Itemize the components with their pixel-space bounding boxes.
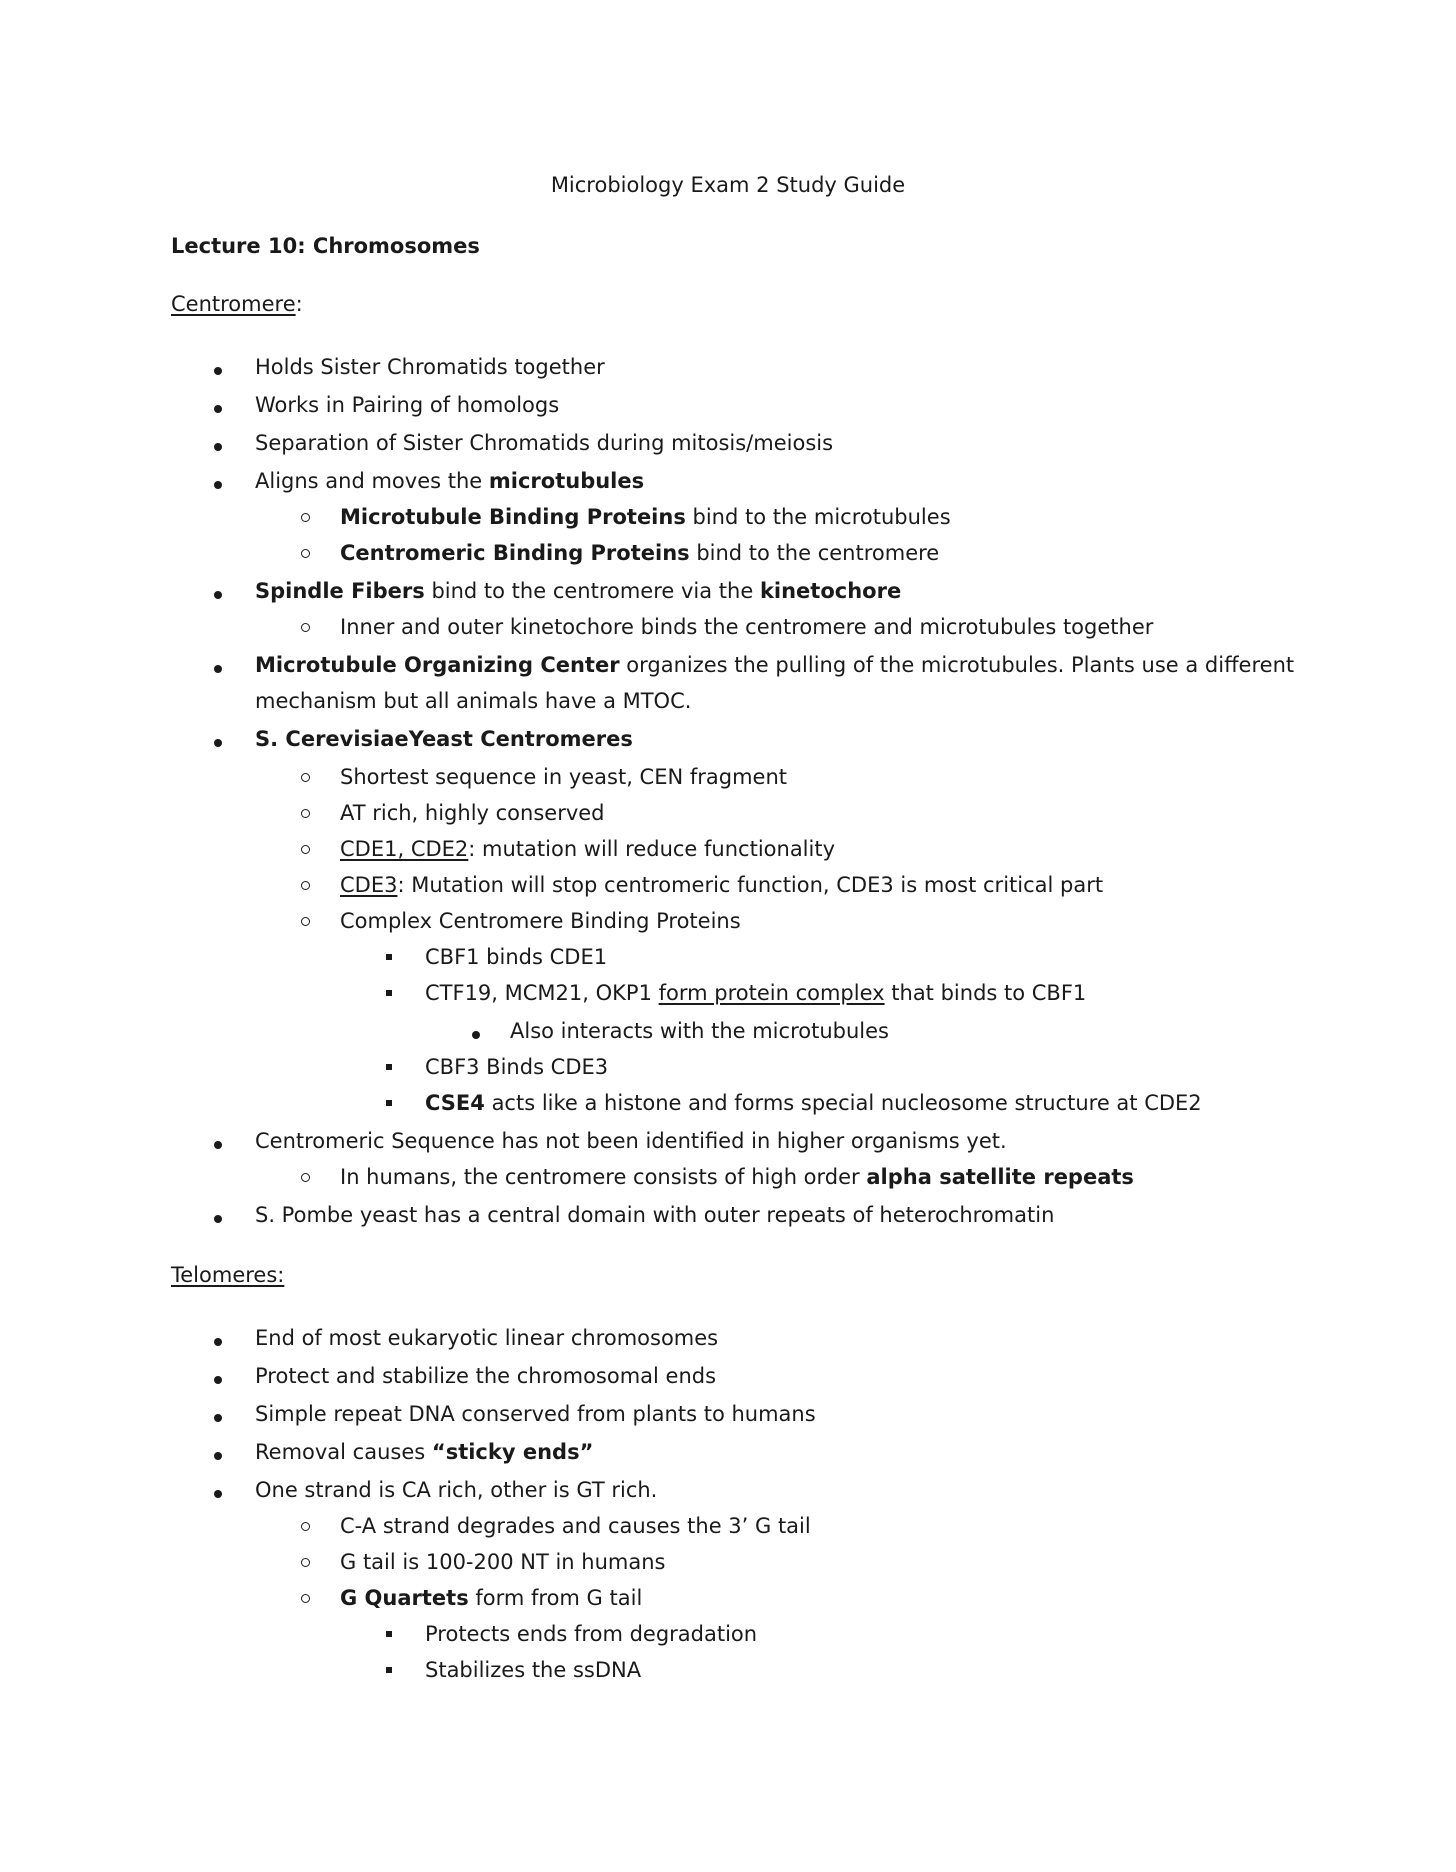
list-item: Centromeric Sequence has not been identified in higher organisms yet. (255, 1129, 1007, 1153)
list-item: Protect and stabilize the chromosomal ends (255, 1364, 717, 1388)
list-item-underlined: form protein complex (658, 981, 885, 1005)
sub-list-item: G tail is 100-200 NT in humans (340, 1550, 666, 1574)
list-item (255, 468, 644, 494)
list-item-bold: Microtubule Organizing Center (255, 653, 620, 677)
centromere-label (171, 291, 303, 317)
list-item-bold: kinetochore (759, 579, 902, 603)
list-item (255, 1439, 593, 1465)
bullet-circle-icon (301, 549, 310, 558)
list-item: Works in Pairing of homologs (255, 393, 560, 417)
sub-sub-list-item: CBF3 Binds CDE3 (425, 1055, 609, 1079)
list-item (255, 578, 901, 604)
bullet-circle-icon (301, 773, 310, 782)
sub-list-item (340, 504, 951, 530)
list-item-underlined: CDE3 (340, 873, 398, 897)
bullet-circle-icon (301, 845, 310, 854)
bullet-circle-icon (301, 809, 310, 818)
sub-sub-list-item: CBF1 binds CDE1 (425, 945, 608, 969)
bullet-square-icon (386, 990, 392, 996)
bullet-circle-icon (301, 1594, 310, 1603)
bullet-dot-icon (214, 1376, 222, 1384)
list-item-text: Removal causes (255, 1440, 432, 1464)
telomeres-label (171, 1262, 284, 1288)
bullet-square-icon (386, 1631, 392, 1637)
sub-sub-list-item: Stabilizes the ssDNA (425, 1658, 642, 1682)
bullet-dot-icon (214, 665, 222, 673)
sub-list-item: Shortest sequence in yeast, CEN fragment (340, 765, 788, 789)
list-item-bold: G Quartets (340, 1586, 469, 1610)
bullet-dot-icon (214, 1141, 222, 1149)
sub-list-item: AT rich, highly conserved (340, 801, 605, 825)
document-title: Microbiology Exam 2 Study Guide (550, 173, 906, 197)
list-item-text: CTF19, MCM21, OKP1 (425, 981, 659, 1005)
list-item-bold: Centromeric Binding Proteins (340, 541, 690, 565)
list-item: Separation of Sister Chromatids during mitosis/meiosis (255, 431, 834, 455)
bullet-dot-icon (214, 1452, 222, 1460)
list-item-bold: “sticky ends” (431, 1440, 594, 1464)
list-item-bold: Spindle Fibers (255, 579, 425, 603)
bullet-dot-icon (214, 367, 222, 375)
list-item-text: acts like a histone and forms special nucleosome structure at CDE2 (484, 1091, 1202, 1115)
bullet-dot-icon (214, 1490, 222, 1498)
list-item-bold: microtubules (488, 469, 645, 493)
list-item: Simple repeat DNA conserved from plants to humans (255, 1402, 816, 1426)
list-item: S. Pombe yeast has a central domain with outer repeats of heterochromatin (255, 1203, 1055, 1227)
bullet-dot-icon (214, 1215, 222, 1223)
bullet-dot-icon (214, 481, 222, 489)
list-item-text: form from G tail (468, 1586, 643, 1610)
bullet-dot-icon (214, 1338, 222, 1346)
list-item-text: : Mutation will stop centromeric function, CDE3 is most critical part (397, 873, 1104, 897)
list-item (255, 726, 633, 752)
list-item-bold: Microtubule Binding Proteins (340, 505, 686, 529)
list-item-text: organizes the pulling of the microtubules. Plants use a different (619, 653, 1295, 677)
list-item-text: In humans, the centromere consists of high order (340, 1165, 867, 1189)
list-item: One strand is CA rich, other is GT rich. (255, 1478, 658, 1502)
bullet-circle-icon (301, 513, 310, 522)
list-item-text: that binds to CBF1 (884, 981, 1087, 1005)
bullet-dot-icon (214, 405, 222, 413)
sub-list-item: C-A strand degrades and causes the 3’ G tail (340, 1514, 811, 1538)
list-item (255, 652, 1294, 678)
list-item-underlined: CDE1, CDE2 (340, 837, 469, 861)
sub-sub-sub-list-item: Also interacts with the microtubules (510, 1019, 889, 1043)
sub-list-item (340, 836, 835, 862)
bullet-dot-icon (472, 1031, 480, 1039)
bullet-square-icon (386, 1064, 392, 1070)
bullet-circle-icon (301, 881, 310, 890)
sub-list-item (340, 540, 939, 566)
sub-list-item (340, 872, 1103, 898)
centromere-label-text: Centromere (171, 292, 296, 316)
bullet-square-icon (386, 954, 392, 960)
list-item: End of most eukaryotic linear chromosomes (255, 1326, 719, 1350)
bullet-dot-icon (214, 591, 222, 599)
bullet-circle-icon (301, 623, 310, 632)
sub-list-item: Inner and outer kinetochore binds the centromere and microtubules together (340, 615, 1154, 639)
list-item-text: Aligns and moves the (255, 469, 489, 493)
bullet-dot-icon (214, 443, 222, 451)
list-item-bold: CSE4 (425, 1091, 485, 1115)
list-item-bold: S. CerevisiaeYeast Centromeres (255, 727, 633, 751)
list-item-text: : mutation will reduce functionality (468, 837, 836, 861)
list-item-bold: alpha satellite repeats (866, 1165, 1134, 1189)
list-item-text: bind to the centromere via the (424, 579, 760, 603)
sub-sub-list-item (425, 980, 1086, 1006)
list-item-text: bind to the centromere (689, 541, 940, 565)
bullet-circle-icon (301, 917, 310, 926)
bullet-square-icon (386, 1667, 392, 1673)
bullet-dot-icon (214, 739, 222, 747)
bullet-dot-icon (214, 1414, 222, 1422)
centromere-label-colon: : (295, 292, 303, 316)
sub-list-item (340, 1164, 1134, 1190)
sub-list-item (340, 1585, 642, 1611)
bullet-circle-icon (301, 1173, 310, 1182)
list-item-continuation: mechanism but all animals have a MTOC. (255, 689, 692, 713)
bullet-circle-icon (301, 1522, 310, 1531)
bullet-circle-icon (301, 1558, 310, 1567)
sub-list-item: Complex Centromere Binding Proteins (340, 909, 741, 933)
telomeres-label-text: Telomeres: (171, 1263, 285, 1287)
bullet-square-icon (386, 1100, 392, 1106)
list-item-text: bind to the microtubules (685, 505, 951, 529)
list-item: Holds Sister Chromatids together (255, 355, 605, 379)
lecture-heading: Lecture 10: Chromosomes (171, 234, 480, 258)
sub-sub-list-item: Protects ends from degradation (425, 1622, 758, 1646)
sub-sub-list-item (425, 1090, 1202, 1116)
